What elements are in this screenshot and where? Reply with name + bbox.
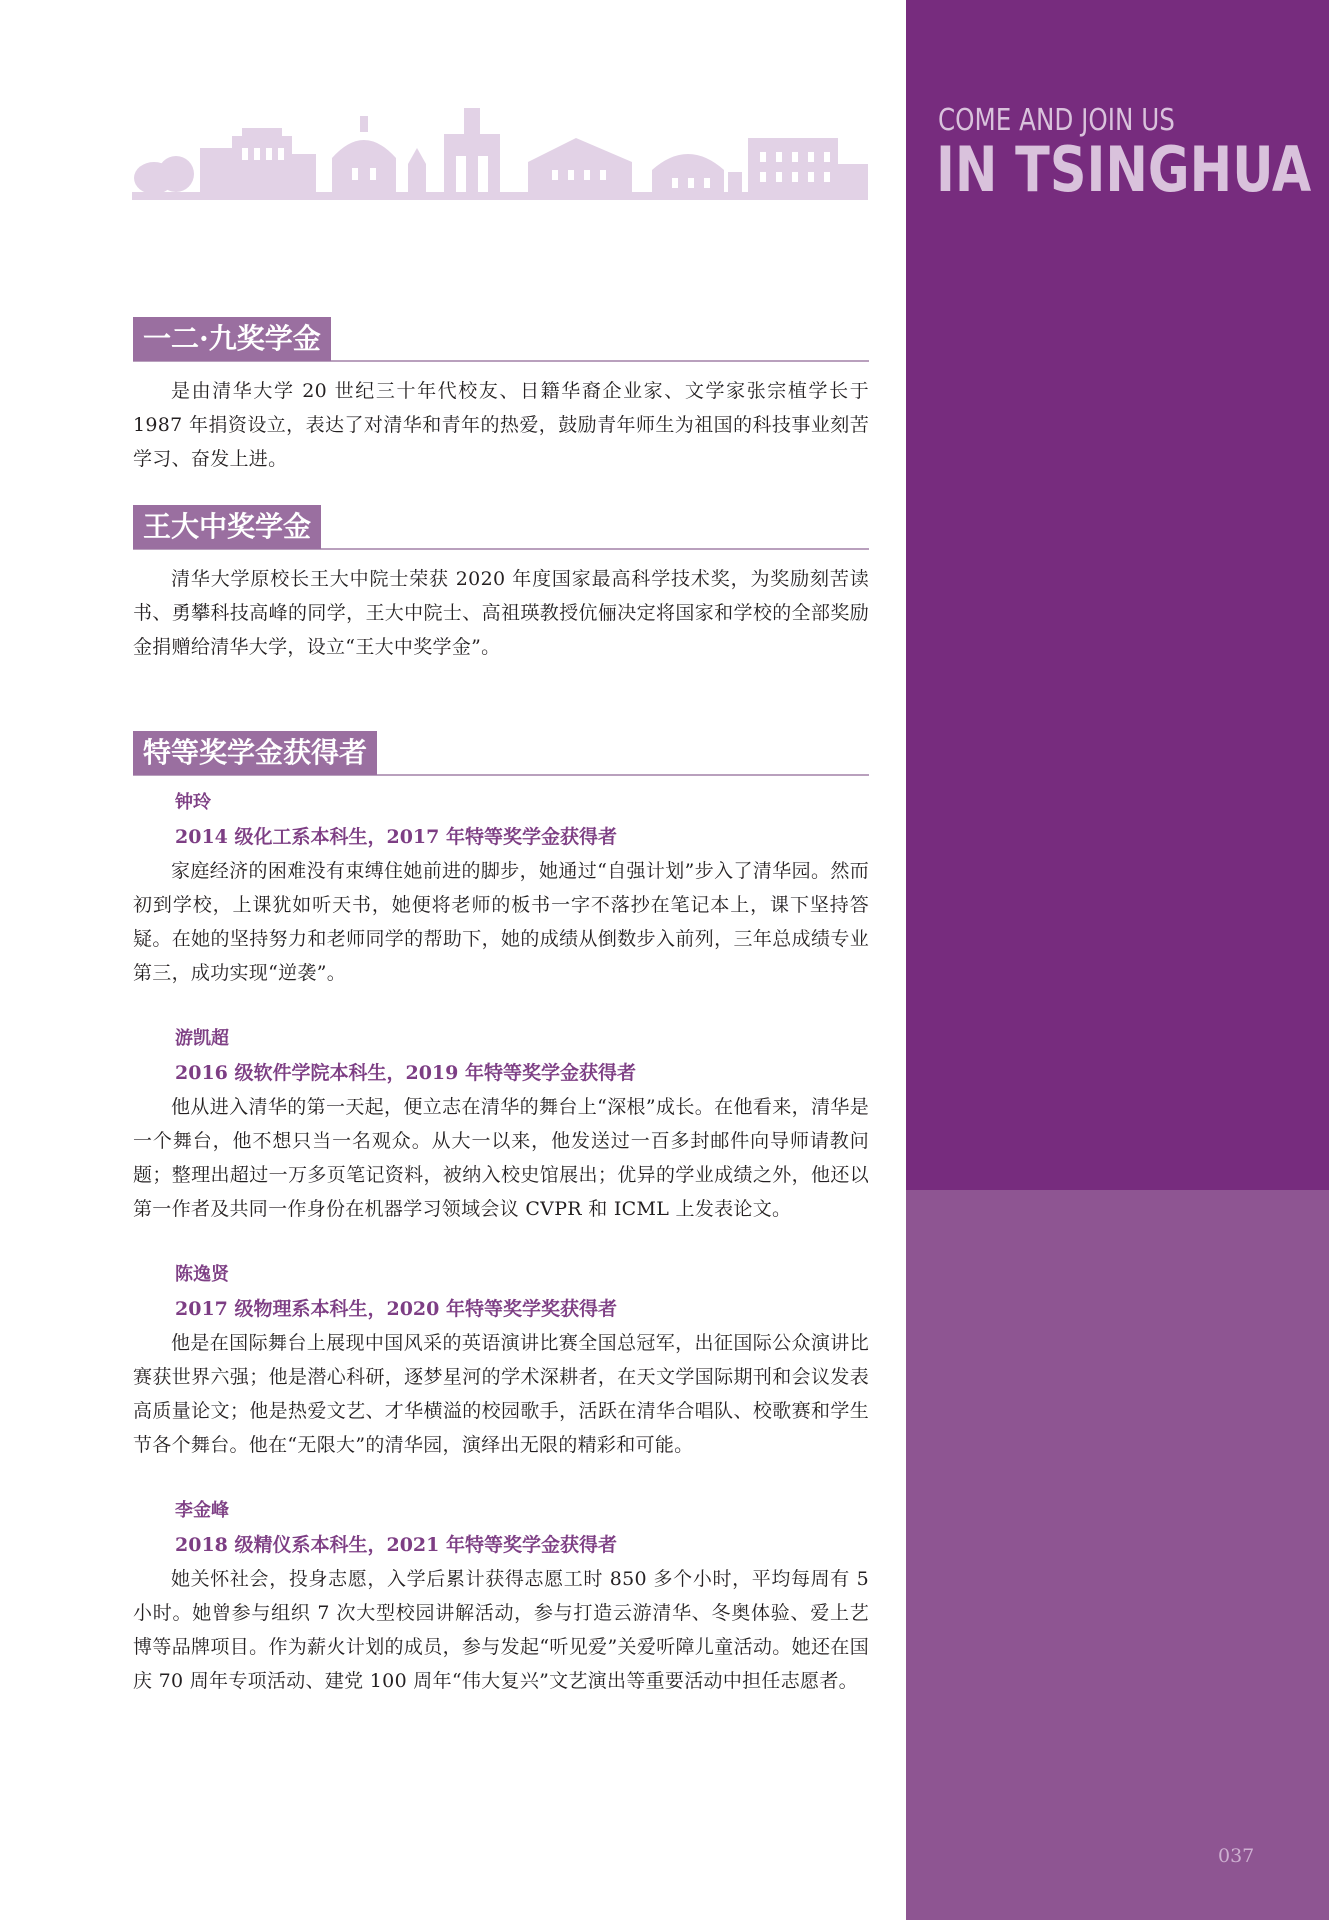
- winner-paragraph: 他是在国际舞台上展现中国风采的英语演讲比赛全国总冠军，出征国际公众演讲比赛获世界六强；他是潜心科研，逐梦星河的学术深耕者，在天文学国际期刊和会议发表高质量论文；他是热爱文艺、才华横溢的校园歌手，活跃在清华合唱队、校歌赛和学生节各个舞台。他在“无限大”的清华园，演绎出无限的精彩和可能。: [133, 1332, 869, 1456]
- winner-entry: [133, 1494, 869, 1698]
- winner-subtitle: 2018 级精仪系本科生，2021 年特等奖学金获得者: [175, 1534, 617, 1556]
- page-number: 037: [1218, 1845, 1255, 1867]
- section-heading-bar: [133, 504, 869, 550]
- winner-name: 游凯超: [175, 1028, 229, 1049]
- winner-name: 李金峰: [175, 1500, 229, 1521]
- tagline-line1: COME AND JOIN US: [938, 103, 1175, 138]
- winner-paragraph: 她关怀社会，投身志愿，入学后累计获得志愿工时 850 多个小时，平均每周有 5 小时。她曾参与组织 7 次大型校园讲解活动，参与打造云游清华、冬奥体验、爱上艺博等品牌项目。作为薪火计划的成员，参与发起“听见爱”关爱听障儿童活动。她还在国庆 70 周年专项活动、建党 100 周年“伟大复兴”文艺演出等重要活动中担任志愿者。: [133, 1568, 869, 1692]
- section-heading-bar: [133, 730, 869, 776]
- campus-skyline-illustration: [132, 108, 868, 200]
- section-heading-bar: [133, 316, 869, 362]
- tagline-line2: IN TSINGHUA: [936, 133, 1312, 206]
- winner-subtitle: 2017 级物理系本科生，2020 年特等奖学奖获得者: [175, 1298, 617, 1320]
- winner-entry: [133, 1258, 869, 1462]
- section-special-scholarship-winners: [133, 730, 869, 1698]
- winner-subtitle: 2014 级化工系本科生，2017 年特等奖学金获得者: [175, 826, 617, 848]
- winner-entry: [133, 786, 869, 990]
- section-title: 王大中奖学金: [133, 505, 321, 549]
- winner-paragraph: 家庭经济的困难没有束缚住她前进的脚步，她通过“自强计划”步入了清华园。然而初到学校，上课犹如听天书，她便将老师的板书一字不落抄在笔记本上，课下坚持答疑。在她的坚持努力和老师同学的帮助下，她的成绩从倒数步入前列，三年总成绩专业第三，成功实现“逆袭”。: [133, 860, 869, 984]
- winner-entry: [133, 1022, 869, 1226]
- main-content: [133, 316, 869, 1698]
- winner-subtitle: 2016 级软件学院本科生，2019 年特等奖学金获得者: [175, 1062, 636, 1084]
- winner-name: 钟玲: [175, 792, 211, 813]
- section-title: 一二·九奖学金: [133, 317, 331, 361]
- section-paragraph: 清华大学原校长王大中院士荣获 2020 年度国家最高科学技术奖，为奖励刻苦读书、勇攀科技高峰的同学，王大中院士、高祖瑛教授伉俪决定将国家和学校的全部奖励金捐赠给清华大学，设立“王大中奖学金”。: [133, 568, 869, 658]
- section-129-scholarship: [133, 316, 869, 476]
- sidebar-bottom-panel: [906, 1190, 1329, 1920]
- winner-name: 陈逸贤: [175, 1264, 229, 1285]
- section-paragraph: 是由清华大学 20 世纪三十年代校友、日籍华裔企业家、文学家张宗植学长于 1987 年捐资设立，表达了对清华和青年的热爱，鼓励青年师生为祖国的科技事业刻苦学习、奋发上进。: [133, 380, 869, 470]
- section-wangdazhong-scholarship: [133, 504, 869, 664]
- winner-paragraph: 他从进入清华的第一天起，便立志在清华的舞台上“深根”成长。在他看来，清华是一个舞台，他不想只当一名观众。从大一以来，他发送过一百多封邮件向导师请教问题；整理出超过一万多页笔记资料，被纳入校史馆展出；优异的学业成绩之外，他还以第一作者及共同一作身份在机器学习领域会议 CVPR 和 ICML 上发表论文。: [133, 1096, 869, 1220]
- section-title: 特等奖学金获得者: [133, 731, 377, 775]
